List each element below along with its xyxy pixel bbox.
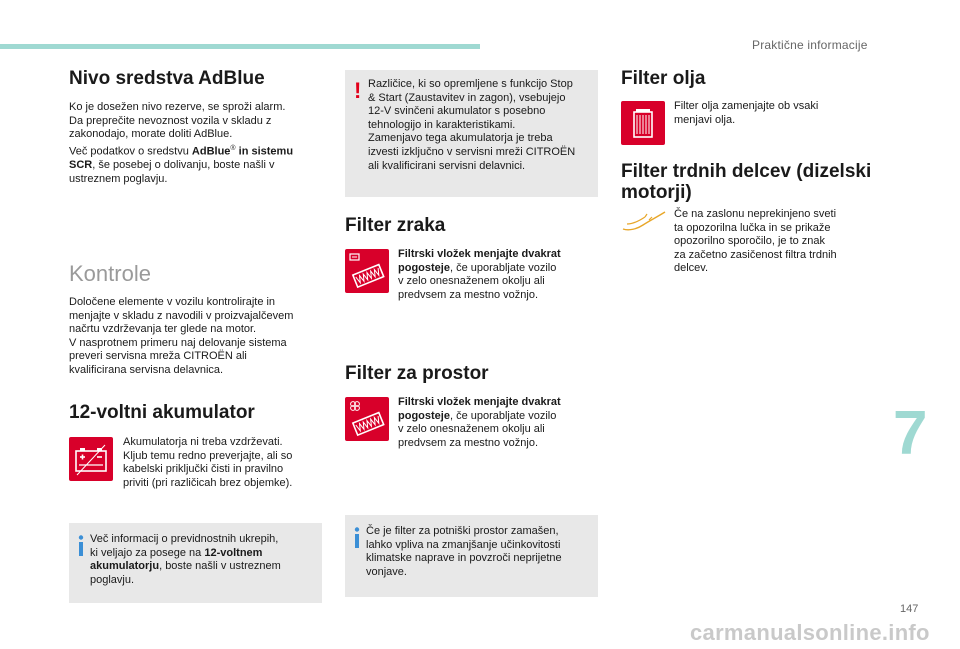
adblue-text: Ko je dosežen nivo rezerve, se sproži alarm. Da preprečite nevoznost vozila v skladu z zakonodajo, morate doliti AdBlue. Več podatkov o sredstvu AdBlue® in sistemu SCR, še posebej o dolivanju, boste našli v ustreznem poglavju. bbox=[69, 101, 294, 185]
filter-zraka-heading: Filter zraka bbox=[345, 215, 446, 236]
warning-box-stop-start bbox=[345, 70, 598, 197]
filter-olja-heading: Filter olja bbox=[621, 68, 706, 89]
filter-prostor-text: Filtrski vložek menjajte dvakrat pogosteje, če uporabljate vozilo v zelo onesnaženem okolju ali predvsem za mestno vožnjo. bbox=[398, 396, 561, 449]
header-accent-bar bbox=[0, 44, 480, 49]
info-icon bbox=[353, 527, 361, 549]
warning-box-text: Različice, ki so opremljene s funkcijo Stop & Start (Zaustavitev in zagon), vsebujejo 12-V svinčeni akumulator s posebno tehnologijo in karakteristikami. Zamenjavo tega akumulatorja je treba izvesti izključno v servisni mreži CITROËN ali kvalificirani servisni delavnici. bbox=[368, 78, 576, 172]
info-box-akumulator bbox=[69, 523, 322, 603]
filter-zraka-text: Filtrski vložek menjajte dvakrat pogosteje, če uporabljate vozilo v zelo onesnaženem okolju ali predvsem za mestno vožnjo. bbox=[398, 248, 561, 301]
akumulator-text: Akumulatorja ni treba vzdrževati. Kljub temu redno preverjajte, ali so kabelski priključki čisti in pravilno priviti (pri različicah brez objemke). bbox=[123, 436, 293, 489]
filter-delcev-heading: Filter trdnih delcev (dizelski motorji) bbox=[621, 161, 872, 203]
filter-prostor-heading: Filter za prostor bbox=[345, 363, 489, 384]
filter-olja-text: Filter olja zamenjajte ob vsaki menjavi olja. bbox=[674, 100, 819, 126]
info-box-akumulator-text: Več informacij o previdnostnih ukrepih, ki veljajo za posege na 12-voltnem akumulatorju, boste našli v ustreznem poglavju. bbox=[90, 533, 281, 586]
cabin-filter-icon bbox=[345, 397, 389, 441]
kontrole-heading: Kontrole bbox=[69, 261, 151, 286]
particle-filter-warning-icon bbox=[621, 209, 667, 235]
watermark: carmanualsonline.info bbox=[690, 620, 930, 645]
chapter-number: 7 bbox=[893, 399, 928, 468]
warning-icon: ! bbox=[354, 78, 362, 103]
air-filter-icon bbox=[345, 249, 389, 293]
info-box-cabin-filter bbox=[345, 515, 598, 597]
adblue-heading: Nivo sredstva AdBlue bbox=[69, 68, 265, 89]
section-header-title: Praktične informacije bbox=[752, 38, 868, 52]
info-icon bbox=[77, 535, 85, 557]
akumulator-heading: 12-voltni akumulator bbox=[69, 402, 255, 423]
battery-icon bbox=[69, 437, 113, 481]
oil-filter-icon bbox=[621, 101, 665, 145]
info-box-cabin-filter-text: Če je filter za potniški prostor zamašen, lahko vpliva na zmanjšanje učinkovitosti klimatske naprave in povzroči neprijetne vonjave. bbox=[366, 525, 562, 578]
kontrole-text: Določene elemente v vozilu kontrolirajte in menjajte v skladu z navodili v proizvajalčevem načrtu vzdrževanja ter glede na motor. V nasprotnem primeru naj delovanje sistema preveri servisna mreža CITROËN ali kvalificirana servisna delavnica. bbox=[69, 296, 294, 376]
filter-delcev-text: Če na zaslonu neprekinjeno sveti ta opozorilna lučka in se prikaže opozorilno sporočilo, je to znak za začetno zasičenost filtra trdnih delcev. bbox=[674, 208, 837, 275]
page-number: 147 bbox=[900, 603, 919, 615]
